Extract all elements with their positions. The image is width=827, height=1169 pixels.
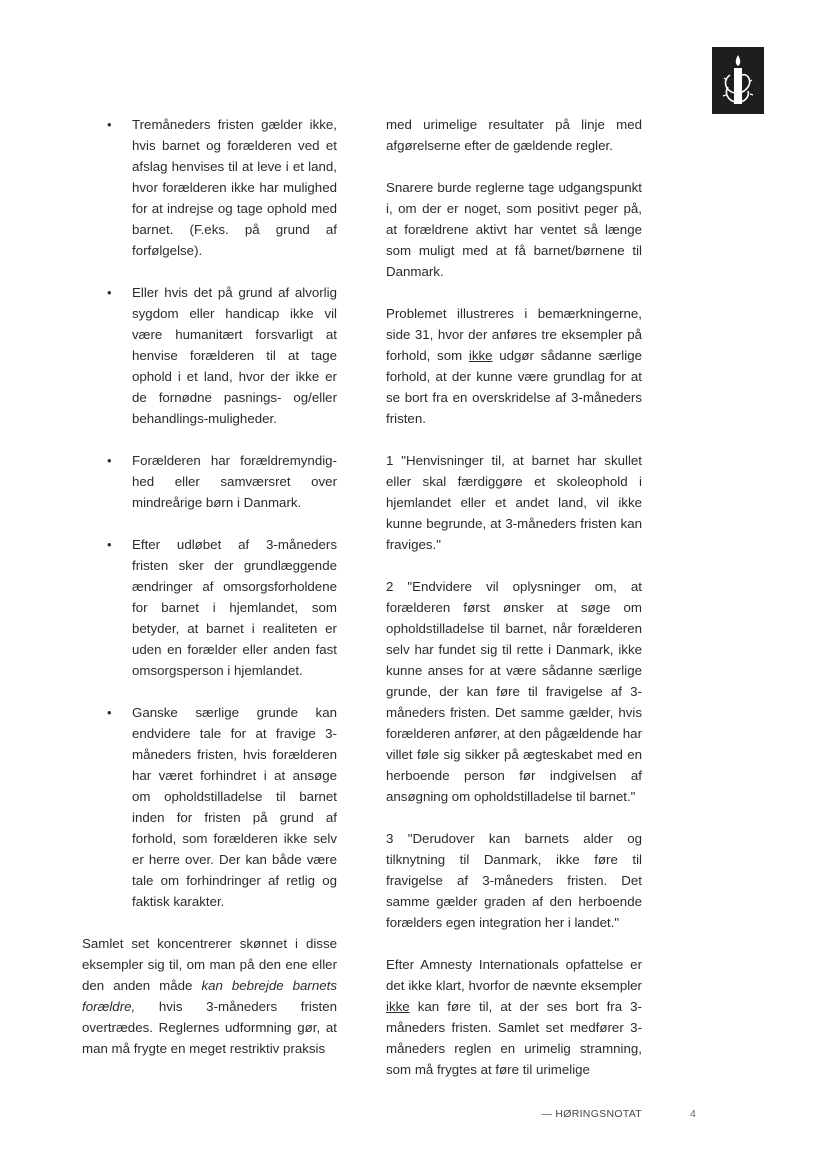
exception-list xyxy=(82,114,337,912)
bullet-icon: • xyxy=(107,117,112,132)
paragraph: Snarere burde reglerne tage udgangspunkt i, om der er noget, som positivt peger på, at forældrene aktivt har ventet så længe som muligt med at få barnet/børnene til Danmark. xyxy=(386,180,642,279)
paragraph: med urimelige resultater på linje med afgørelserne efter de gældende regler. xyxy=(386,117,642,153)
page-footer xyxy=(500,1108,700,1124)
candle-in-barbed-wire-icon xyxy=(712,47,764,114)
bullet-icon: • xyxy=(107,537,112,552)
document-label: — HØRINGSNOTAT xyxy=(541,1108,642,1120)
amnesty-logo xyxy=(712,47,764,114)
paragraph: Efter Amnesty Internationals opfattelse er det ikke klart, hvorfor de nævnte eksempler ikke kan føre til, at der ses bort fra 3-måneders fristen. Samlet set medfører 3-måneders reglen en urimelig stramning, som må frygtes at føre til urimelige xyxy=(386,957,642,1077)
closing-paragraph: Samlet set koncentrerer skønnet i disse eksempler sig til, om man på den ene eller den anden måde kan bebrejde barnets forældre, hvis 3-måneders fristen overtrædes. Reglernes udformning gør, at man må frygte en meget restriktiv praksis xyxy=(82,936,337,1056)
page-number: 4 xyxy=(690,1108,697,1120)
right-column xyxy=(386,114,642,1101)
quote-3: 3 "Derudover kan barnets alder og tilknytning til Danmark, ikke føre til fravigelse af 3-måneders fristen. Det samme gælder graden af den herboende forælders egen integration her i landet." xyxy=(386,831,642,930)
list-item: • Efter udløbet af 3-måneders fristen sker der grundlæggende ændringer af omsorgsforholdene for barnet i hjemlandet, som betyder, at barnet i realiteten er uden en forælder eller anden fast omsorgsperson i hjemlandet. xyxy=(82,534,337,681)
bullet-icon: • xyxy=(107,285,112,300)
list-item: • Forælderen har forældremyndig-hed eller samværsret over mindreårige børn i Danmark. xyxy=(82,450,337,513)
quote-2: 2 "Endvidere vil oplysninger om, at forælderen først ønsker at søge om opholdstilladelse til barnet, når forælderen selv har fundet sig til rette i Danmark, ikke kunne anses for at være sådanne særlige grunde, der kan føre til fravigelse af 3-måneders fristen. Det samme gælder, hvis forælderen anfører, at den pågældende har villet føle sig sikker på ægteskabet med en herboende person før indgivelsen af ansøgning om opholdstilladelse til barnet." xyxy=(386,579,642,804)
bullet-icon: • xyxy=(107,453,112,468)
list-item: • Ganske særlige grunde kan endvidere tale for at fravige 3-måneders fristen, hvis forælderen har været forhindret i at ansøge om opholdstilladelse til barnet inden for fristen på grund af forhold, som forælderen ikke selv er herre over. Der kan både være tale om forhindringer af retlig og faktisk karakter. xyxy=(82,702,337,912)
list-item: • Eller hvis det på grund af alvorlig sygdom eller handicap ikke vil være humanitært forsvarligt at henvise forælderen til at tage ophold i et land, hvor der ikke er de fornødne pasnings- og/eller behandlings-muligheder. xyxy=(82,282,337,429)
left-column xyxy=(82,114,337,1080)
quote-1: 1 "Henvisninger til, at barnet har skullet eller skal færdiggøre et skoleophold i hjemlandet eller et andet land, vil ikke kunne begrunde, at 3-måneders fristen kan fraviges." xyxy=(386,453,642,552)
bullet-icon: • xyxy=(107,705,112,720)
paragraph: Problemet illustreres i bemærkningerne, side 31, hvor der anføres tre eksempler på forhold, som ikke udgør sådanne særlige forhold, at der kunne være grundlag for at se bort fra en overskridelse af 3-måneders fristen. xyxy=(386,306,642,426)
list-item: • Tremåneders fristen gælder ikke, hvis barnet og forælderen ved et afslag henvises til at leve i et land, hvor forælderen ikke har mulighed for at indrejse og tage ophold med barnet. (F.eks. på grund af forfølgelse). xyxy=(82,114,337,261)
